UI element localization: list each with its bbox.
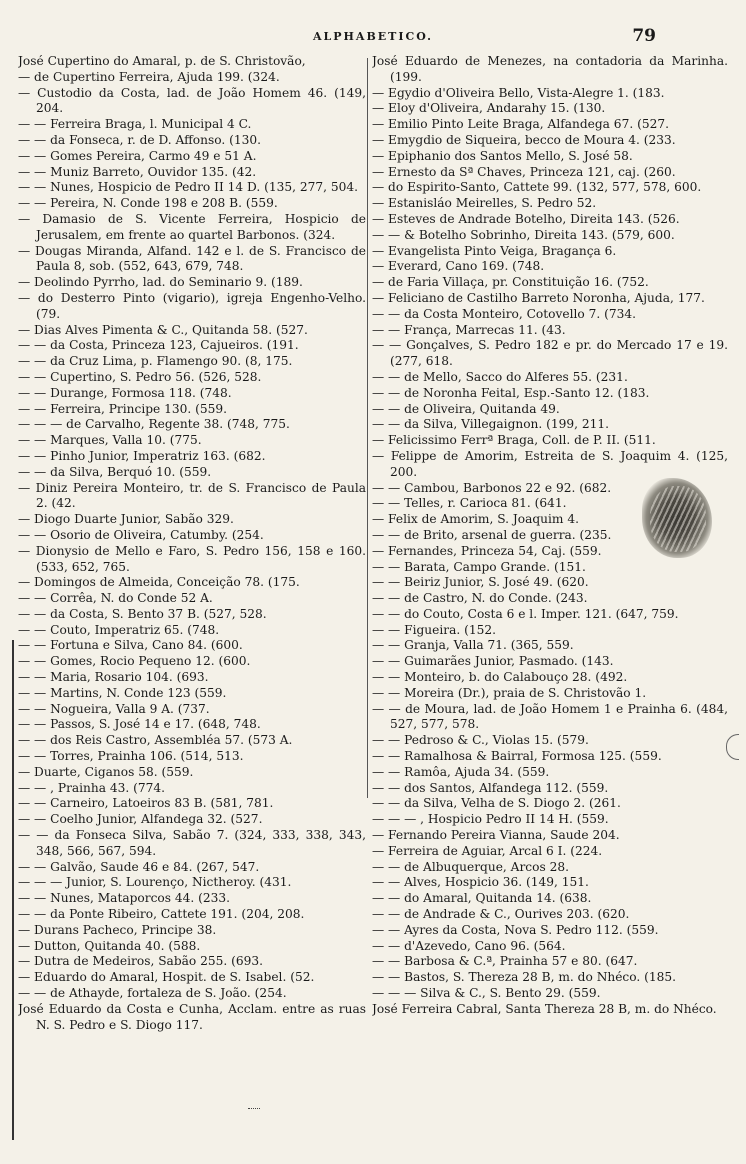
directory-entry: — — da Ponte Ribeiro, Cattete 191. (204, 208. [18, 907, 305, 922]
directory-entry: — — Nunes, Mataporcos 44. (233. [18, 891, 231, 906]
directory-entry: — Eduardo do Amaral, Hospit. de S. Isabel. (52. [18, 970, 315, 985]
directory-entry: — de Cupertino Ferreira, Ajuda 199. (324. [18, 69, 280, 84]
directory-entry: — Dougas Miranda, Alfand. 142 e l. de S. Francisco de Paula 8, sob. (552, 643, 679, 748. [18, 243, 366, 274]
directory-entry: — — Maria, Rosario 104. (693. [18, 670, 209, 685]
directory-entry: — Esteves de Andrade Botelho, Direita 143. (526. [372, 211, 680, 226]
directory-entry: — — Ayres da Costa, Nova S. Pedro 112. (559. [372, 922, 659, 937]
directory-entry: — — Beiriz Junior, S. José 49. (620. [372, 575, 589, 590]
directory-entry: — — Ramalhosa & Bairral, Formosa 125. (559. [372, 749, 662, 764]
directory-entry: — — Figueira. (152. [372, 622, 496, 637]
directory-entry: — — do Amaral, Quitanda 14. (638. [372, 891, 592, 906]
directory-entry: — Everard, Cano 169. (748. [372, 259, 545, 274]
directory-entry: — — de Noronha Feital, Esp.-Santo 12. (183. [372, 385, 650, 400]
directory-entry: — Felippe de Amorim, Estreita de S. Joaquim 4. (125, 200. [372, 448, 728, 479]
directory-entry: — Ferreira de Aguiar, Arcal 6 I. (224. [372, 843, 603, 858]
directory-entry: José Eduardo de Menezes, na contadoria da Marinha. (199. [372, 54, 728, 84]
directory-entry: — — Nogueira, Valla 9 A. (737. [18, 701, 210, 716]
directory-entry: — — , Prainha 43. (774. [18, 780, 166, 795]
directory-entry: — Deolindo Pyrrho, lad. do Seminario 9. (189. [18, 275, 303, 290]
directory-entry: — — Corrêa, N. do Conde 52 A. [18, 591, 213, 606]
directory-entry: — — Cambou, Barbonos 22 e 92. (682. [372, 480, 612, 495]
directory-entry: — Dutra de Medeiros, Sabão 255. (693. [18, 954, 263, 969]
directory-entry: — — Ferreira, Principe 130. (559. [18, 401, 228, 416]
directory-entry: — — Ferreira Braga, l. Municipal 4 C. [18, 117, 252, 132]
directory-entry: — — Muniz Barreto, Ouvidor 135. (42. [18, 164, 257, 179]
directory-entry: — Egydio d'Oliveira Bello, Vista-Alegre 1. (183. [372, 85, 665, 100]
directory-entry: — — da Fonseca Silva, Sabão 7. (324, 333, 338, 343, 348, 566, 567, 594. [18, 828, 366, 858]
directory-entry: — Custodio da Costa, lad. de João Homem 46. (149, 204. [18, 85, 366, 116]
page-number: 79 [632, 26, 656, 46]
column-divider [367, 58, 368, 798]
directory-entry: — — Gomes, Rocio Pequeno 12. (600. [18, 654, 251, 669]
directory-entry: — Feliciano de Castilho Barreto Noronha, Ajuda, 177. [372, 290, 705, 305]
directory-entry: — Felicissimo Ferrª Braga, Coll. de P. II. (511. [372, 433, 656, 448]
directory-entry: — — Guimarães Junior, Pasmado. (143. [372, 654, 614, 669]
directory-entry: — — Gonçalves, S. Pedro 182 e pr. do Mercado 17 e 19. (277, 618. [372, 338, 728, 369]
page-header [0, 26, 746, 50]
directory-entry: — Epiphanio dos Santos Mello, S. José 58. [372, 148, 633, 163]
directory-entry: — — Passos, S. José 14 e 17. (648, 748. [18, 717, 261, 732]
directory-entry: — — Durange, Formosa 118. (748. [18, 385, 232, 400]
directory-entry: — — de Mello, Sacco do Alferes 55. (231. [372, 369, 628, 384]
directory-entry: — — Osorio de Oliveira, Catumby. (254. [18, 527, 264, 542]
directory-entry: — — dos Reis Castro, Assembléa 57. (573 A. [18, 733, 293, 748]
directory-entry: — — da Cruz Lima, p. Flamengo 90. (8, 175. [18, 354, 293, 369]
directory-entry: — — da Costa, S. Bento 37 B. (527, 528. [18, 606, 267, 621]
directory-entry: — de Faria Villaça, pr. Constituição 16. (752. [372, 275, 649, 290]
directory-entry: — — d'Azevedo, Cano 96. (564. [372, 938, 566, 953]
directory-entry: — — Moreira (Dr.), praia de S. Christovão 1. [372, 685, 647, 700]
directory-entry: — — do Couto, Costa 6 e l. Imper. 121. (647, 759. [372, 606, 679, 621]
directory-entry: — Durans Pacheco, Principe 38. [18, 922, 217, 937]
directory-entry: — — & Botelho Sobrinho, Direita 143. (579, 600. [372, 227, 675, 242]
directory-entry: — Evangelista Pinto Veiga, Bragança 6. [372, 243, 617, 258]
page-edge-line [12, 640, 14, 1140]
directory-entry: — — da Costa Monteiro, Cotovello 7. (734. [372, 306, 637, 321]
directory-entry: — — de Albuquerque, Arcos 28. [372, 859, 569, 874]
directory-entry: — Dias Alves Pimenta & C., Quitanda 58. (527. [18, 322, 308, 337]
directory-entry: — — Barata, Campo Grande. (151. [372, 559, 586, 574]
directory-entry: José Ferreira Cabral, Santa Thereza 28 B, m. do Nhéco. [372, 1001, 717, 1016]
directory-entry: — — de Oliveira, Quitanda 49. [372, 401, 560, 416]
directory-entry: — — Alves, Hospicio 36. (149, 151. [372, 875, 589, 890]
directory-entry: — — Carneiro, Latoeiros 83 B. (581, 781. [18, 796, 274, 811]
directory-entry: — — Couto, Imperatriz 65. (748. [18, 622, 220, 637]
directory-entry: — — Coelho Junior, Alfandega 32. (527. [18, 812, 263, 827]
left-column [18, 54, 366, 1114]
directory-entry: — — da Fonseca, r. de D. Affonso. (130. [18, 132, 262, 147]
directory-entry: — — Torres, Prainha 106. (514, 513. [18, 749, 244, 764]
directory-entry: — — Monteiro, b. do Calabouço 28. (492. [372, 670, 628, 685]
directory-entry: — Domingos de Almeida, Conceição 78. (175. [18, 575, 300, 590]
directory-entry: — — Fortuna e Silva, Cano 84. (600. [18, 638, 243, 653]
right-column [372, 54, 728, 1114]
directory-entry: — Emilio Pinto Leite Braga, Alfandega 67. (527. [372, 117, 669, 132]
directory-entry: — Estanisláo Meirelles, S. Pedro 52. [372, 196, 597, 211]
directory-entry: — — Telles, r. Carioca 81. (641. [372, 496, 567, 511]
directory-entry: — Diogo Duarte Junior, Sabão 329. [18, 512, 234, 527]
directory-entry: — Eloy d'Oliveira, Andarahy 15. (130. [372, 101, 606, 116]
directory-entry: — — França, Marrecas 11. (43. [372, 322, 566, 337]
directory-entry: — — da Silva, Villegaignon. (199, 211. [372, 417, 610, 432]
directory-entry: — Emygdio de Siqueira, becco de Moura 4. (233. [372, 132, 676, 147]
directory-entry: — — Barbosa & C.ª, Prainha 57 e 80. (647. [372, 954, 638, 969]
directory-entry: — Fernando Pereira Vianna, Saude 204. [372, 828, 620, 843]
directory-entry: — — de Andrade & C., Ourives 203. (620. [372, 907, 630, 922]
directory-entry: — — Marques, Valla 10. (775. [18, 433, 202, 448]
directory-entry: — do Espirito-Santo, Cattete 99. (132, 577, 578, 600. [372, 180, 702, 195]
directory-entry: — — Galvão, Saude 46 e 84. (267, 547. [18, 859, 260, 874]
directory-entry: — — Pinho Junior, Imperatriz 163. (682. [18, 448, 266, 463]
directory-entry: — Ernesto da Sª Chaves, Princeza 121, caj. (260. [372, 164, 676, 179]
directory-entry: — Felix de Amorim, S. Joaquim 4. [372, 512, 579, 527]
running-title: ALPHABETICO. [312, 30, 433, 43]
directory-entry: — — Bastos, S. Thereza 28 B, m. do Nhéco. (185. [372, 970, 677, 985]
directory-entry: — Damasio de S. Vicente Ferreira, Hospicio de Jerusalem, em frente ao quartel Barbonos. (324. [18, 211, 366, 242]
directory-entry: — Diniz Pereira Monteiro, tr. de S. Francisco de Paula 2. (42. [18, 480, 366, 511]
directory-entry: — — de Athayde, fortaleza de S. João. (254. [18, 986, 287, 1001]
directory-entry: — — Martins, N. Conde 123 (559. [18, 685, 227, 700]
directory-entry: — — Ramôa, Ajuda 34. (559. [372, 764, 550, 779]
directory-entry: — — da Silva, Berquó 10. (559. [18, 464, 212, 479]
directory-entry: — — Cupertino, S. Pedro 56. (526, 528. [18, 369, 262, 384]
directory-entry: — — — Junior, S. Lourenço, Nictheroy. (431. [18, 875, 292, 890]
directory-entry: — Dutton, Quitanda 40. (588. [18, 938, 201, 953]
directory-entry: — — de Moura, lad. de João Homem 1 e Prainha 6. (484, 527, 577, 578. [372, 701, 728, 732]
directory-entry: — — Gomes Pereira, Carmo 49 e 51 A. [18, 148, 257, 163]
directory-entry: — do Desterro Pinto (vigario), igreja Engenho-Velho. (79. [18, 290, 366, 321]
directory-entry: — — — de Carvalho, Regente 38. (748, 775. [18, 417, 290, 432]
directory-entry: — — Pereira, N. Conde 198 e 208 B. (559. [18, 196, 278, 211]
directory-entry: — — Nunes, Hospicio de Pedro II 14 D. (135, 277, 504. [18, 180, 359, 195]
directory-entry: — — — Silva & C., S. Bento 29. (559. [372, 986, 601, 1001]
directory-entry: — — de Castro, N. do Conde. (243. [372, 591, 588, 606]
directory-entry: — — da Silva, Velha de S. Diogo 2. (261. [372, 796, 621, 811]
directory-entry: — Fernandes, Princeza 54, Caj. (559. [372, 543, 602, 558]
directory-entry: José Eduardo da Costa e Cunha, Acclam. entre as ruas N. S. Pedro e S. Diogo 117. [18, 1001, 366, 1032]
directory-entry: — — dos Santos, Alfandega 112. (559. [372, 780, 609, 795]
footer-dots [248, 1108, 260, 1113]
directory-entry: José Cupertino do Amaral, p. de S. Christovão, [18, 54, 306, 68]
directory-entry: — — de Brito, arsenal de guerra. (235. [372, 527, 612, 542]
directory-entry: — Dionysio de Mello e Faro, S. Pedro 156, 158 e 160. (533, 652, 765. [18, 543, 366, 574]
directory-entry: — — Pedroso & C., Violas 15. (579. [372, 733, 589, 748]
ink-stain-texture [650, 486, 706, 552]
directory-entry: — Duarte, Ciganos 58. (559. [18, 764, 194, 779]
directory-entry: — — — , Hospicio Pedro II 14 H. (559. [372, 812, 609, 827]
directory-entry: — — da Costa, Princeza 123, Cajueiros. (191. [18, 338, 299, 353]
directory-entry: — — Granja, Valla 71. (365, 559. [372, 638, 574, 653]
